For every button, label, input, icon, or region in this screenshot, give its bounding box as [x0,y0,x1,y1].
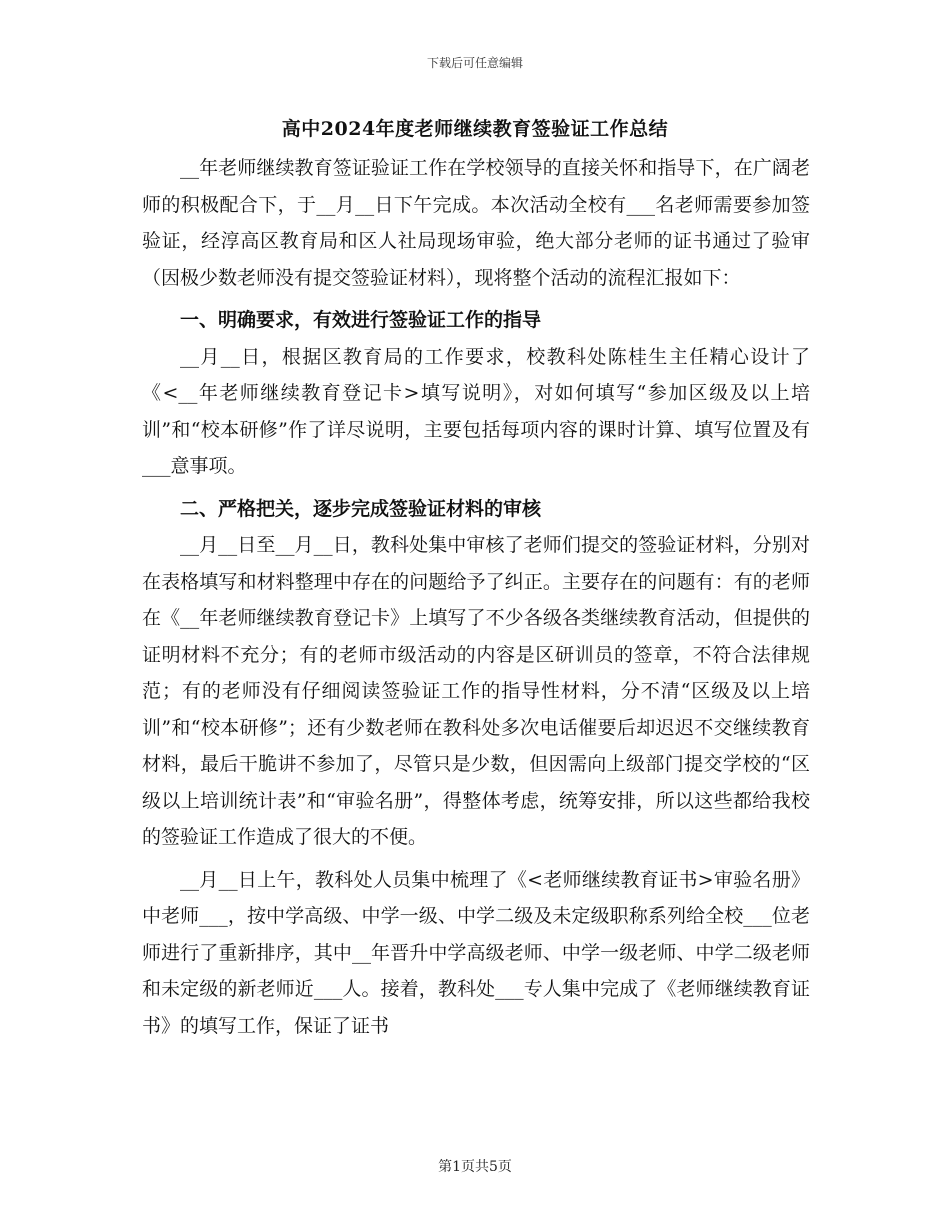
section-1-paragraph: __月__日，根据区教育局的工作要求，校教科处陈桂生主任精心设计了《<__年老师继续教育登记卡>填写说明》，对如何填写“参加区级及以上培训”和“校本研修”作了详尽说明，主要包括每项内容的课时计算、填写位置及有___意事项。 [142,345,810,477]
section-heading-1: 一、明确要求，有效进行签验证工作的指导 [180,309,542,331]
intro-paragraph: __年老师继续教育签证验证工作在学校领导的直接关怀和指导下，在广阔老师的积极配合下，于__月__日下午完成。本次活动全校有___名老师需要参加签验证，经淳高区教育局和区人社局现场审验，绝大部分老师的证书通过了验审（因极少数老师没有提交签验证材料），现将整个活动的流程汇报如下： [142,157,810,289]
document-title: 高中2024年度老师继续教育签验证工作总结 [281,118,669,140]
document-body [142,150,810,1044]
header-note: 下载后可任意编辑 [426,56,523,70]
page-footer: 第1页共5页 [438,1159,512,1175]
section-heading-2: 二、严格把关，逐步完成签验证材料的审核 [180,497,542,520]
section-2-paragraph-1: __月__日至__月__日，教科处集中审核了老师们提交的签验证材料，分别对在表格填写和材料整理中存在的问题给予了纠正。主要存在的问题有：有的老师在《__年老师继续教育登记卡》上填写了不少各级各类继续教育活动，但提供的证明材料不充分；有的老师市级活动的内容是区研训员的签章，不符合法律规范；有的老师没有仔细阅读签验证工作的指导性材料，分不清“区级及以上培训”和“校本研修”；还有少数老师在教科处多次电话催要后却迟迟不交继续教育材料，最后干脆讲不参加了，尽管只是少数，但因需向上级部门提交学校的“区级以上培训统计表”和“审验名册”，得整体考虑，统筹安排，所以这些都给我校的签验证工作造成了很大的不便。 [142,534,810,848]
section-2-paragraph-2: __月__日上午，教科处人员集中梳理了《<老师继续教育证书>审验名册》中老师___，按中学高级、中学一级、中学二级及未定级职称系列给全校___位老师进行了重新排序，其中__年晋升中学高级老师、中学一级老师、中学二级老师和未定级的新老师近___人。接着，教科处___专人集中完成了《老师继续教育证书》的填写工作，保证了证书 [142,868,810,1037]
